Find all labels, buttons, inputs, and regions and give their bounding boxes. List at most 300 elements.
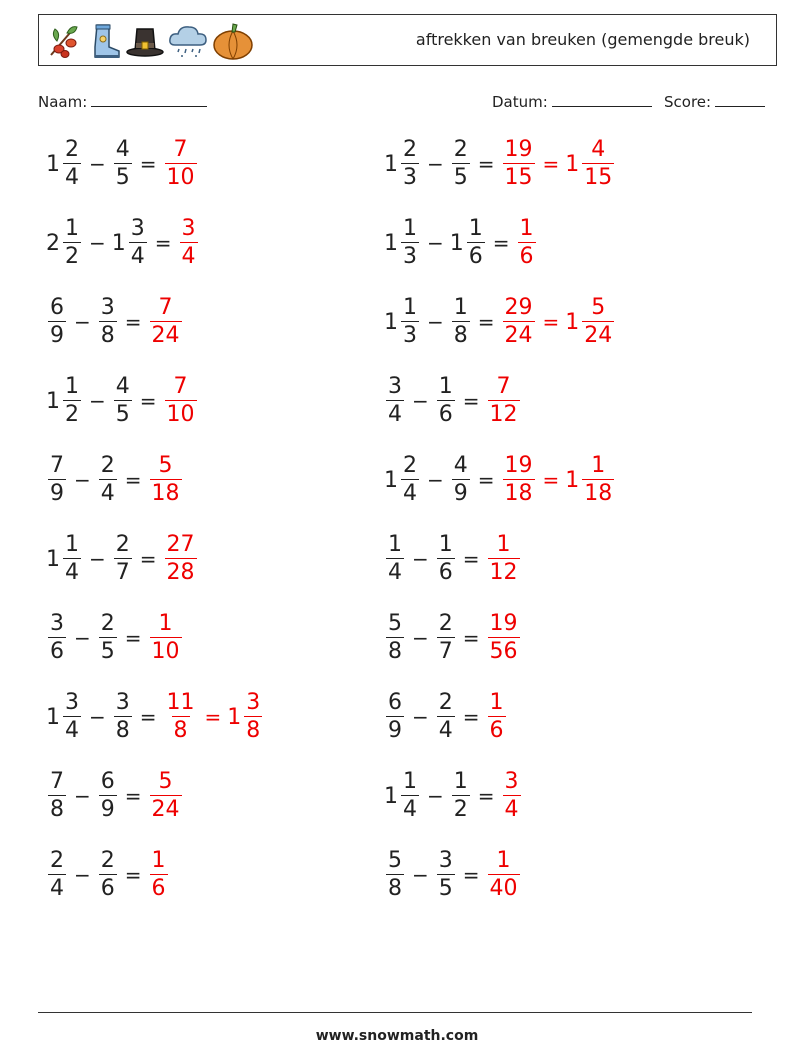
equals-sign: = bbox=[139, 152, 157, 176]
denominator: 24 bbox=[151, 797, 180, 822]
score-field bbox=[664, 92, 765, 111]
numerator: 3 bbox=[246, 690, 261, 715]
numerator: 3 bbox=[50, 611, 64, 636]
fraction bbox=[401, 218, 419, 268]
answer-fraction bbox=[488, 692, 506, 742]
whole-number: 1 bbox=[384, 230, 398, 256]
whole-number: 1 bbox=[565, 151, 580, 177]
fraction bbox=[63, 139, 81, 189]
answer bbox=[148, 771, 184, 821]
numerator: 7 bbox=[158, 295, 173, 320]
denominator: 4 bbox=[388, 560, 402, 585]
denominator: 4 bbox=[130, 244, 145, 269]
name-field bbox=[38, 92, 207, 111]
numerator: 5 bbox=[591, 295, 606, 320]
fraction bbox=[452, 455, 470, 505]
denominator: 4 bbox=[403, 481, 417, 506]
answer-fraction bbox=[503, 455, 535, 505]
fraction bbox=[437, 692, 455, 742]
numerator: 3 bbox=[100, 295, 115, 320]
fraction bbox=[48, 297, 66, 347]
numerator: 1 bbox=[453, 769, 468, 794]
answer-fraction bbox=[150, 455, 182, 505]
answer bbox=[486, 850, 522, 900]
numerator: 1 bbox=[438, 532, 453, 557]
minus-sign: − bbox=[74, 310, 91, 334]
answer bbox=[486, 692, 508, 742]
denominator: 9 bbox=[388, 718, 402, 743]
answer bbox=[486, 613, 522, 663]
minus-sign: − bbox=[74, 784, 91, 808]
numerator: 1 bbox=[158, 611, 173, 636]
minus-sign: − bbox=[427, 468, 444, 492]
denominator: 4 bbox=[100, 481, 115, 506]
denominator: 5 bbox=[438, 876, 453, 901]
denominator: 6 bbox=[438, 402, 453, 427]
numerator: 5 bbox=[388, 611, 402, 636]
answer bbox=[148, 297, 184, 347]
fraction bbox=[99, 613, 117, 663]
fraction bbox=[437, 613, 455, 663]
answer-mixed-number bbox=[227, 692, 264, 742]
subtrahend bbox=[450, 139, 472, 189]
answer-fraction bbox=[150, 850, 168, 900]
denominator: 9 bbox=[453, 481, 468, 506]
denominator: 8 bbox=[388, 639, 402, 664]
numerator: 7 bbox=[173, 374, 188, 399]
fraction bbox=[114, 534, 132, 584]
denominator: 28 bbox=[166, 560, 195, 585]
denominator: 7 bbox=[115, 560, 130, 585]
whole-number: 1 bbox=[46, 546, 60, 572]
fraction bbox=[582, 297, 614, 347]
numerator: 1 bbox=[453, 295, 468, 320]
denominator: 8 bbox=[173, 718, 188, 743]
whole-number: 1 bbox=[449, 230, 464, 256]
fraction bbox=[386, 376, 404, 426]
fraction bbox=[437, 534, 455, 584]
equals-sign: = bbox=[124, 468, 142, 492]
answer bbox=[163, 139, 199, 189]
answer-fraction bbox=[165, 376, 197, 426]
numerator: 6 bbox=[50, 295, 64, 320]
answer-fraction bbox=[488, 613, 520, 663]
equals-sign: = bbox=[542, 468, 560, 492]
numerator: 2 bbox=[50, 848, 64, 873]
fraction bbox=[114, 692, 132, 742]
denominator: 40 bbox=[489, 876, 518, 901]
problem-item bbox=[46, 448, 184, 512]
problem-item bbox=[46, 369, 199, 433]
answer-fraction bbox=[165, 139, 197, 189]
whole-number: 1 bbox=[46, 388, 60, 414]
denominator: 18 bbox=[584, 481, 613, 506]
equals-sign: = bbox=[124, 784, 142, 808]
numerator: 3 bbox=[438, 848, 453, 873]
denominator: 2 bbox=[65, 244, 79, 269]
answer bbox=[148, 613, 184, 663]
denominator: 24 bbox=[151, 323, 180, 348]
denominator: 6 bbox=[468, 244, 483, 269]
answer bbox=[486, 534, 522, 584]
equals-sign: = bbox=[124, 626, 142, 650]
fraction bbox=[452, 297, 470, 347]
denominator: 6 bbox=[50, 639, 64, 664]
minuend bbox=[384, 376, 406, 426]
minus-sign: − bbox=[74, 468, 91, 492]
numerator: 1 bbox=[65, 216, 79, 241]
equals-sign: = bbox=[139, 705, 157, 729]
equals-sign: = bbox=[124, 863, 142, 887]
numerator: 3 bbox=[65, 690, 79, 715]
footer-url: www.snowmath.com bbox=[315, 1028, 479, 1044]
subtrahend bbox=[112, 692, 134, 742]
numerator: 2 bbox=[65, 137, 79, 162]
whole-number: 1 bbox=[384, 783, 398, 809]
rosehip-branch-icon bbox=[45, 21, 85, 61]
numerator: 7 bbox=[50, 769, 64, 794]
subtrahend bbox=[97, 771, 119, 821]
numerator: 2 bbox=[403, 453, 417, 478]
numerator: 2 bbox=[403, 137, 417, 162]
fraction bbox=[401, 771, 419, 821]
denominator: 10 bbox=[151, 639, 180, 664]
minus-sign: − bbox=[412, 626, 429, 650]
minus-sign: − bbox=[412, 705, 429, 729]
denominator: 8 bbox=[246, 718, 261, 743]
answer-fraction bbox=[518, 218, 536, 268]
denominator: 8 bbox=[100, 323, 115, 348]
numerator: 4 bbox=[453, 453, 468, 478]
pilgrim-hat-icon bbox=[125, 21, 165, 61]
fraction bbox=[244, 692, 262, 742]
problem-item bbox=[46, 685, 264, 749]
equals-sign: = bbox=[462, 389, 480, 413]
fraction bbox=[63, 534, 81, 584]
problem-item bbox=[46, 843, 170, 907]
numerator: 1 bbox=[403, 295, 417, 320]
equals-sign: = bbox=[542, 152, 560, 176]
minuend bbox=[46, 218, 83, 268]
denominator: 4 bbox=[504, 797, 519, 822]
denominator: 4 bbox=[65, 165, 79, 190]
answer-mixed-number bbox=[565, 455, 616, 505]
whole-number: 1 bbox=[46, 704, 60, 730]
minuend bbox=[46, 376, 83, 426]
fraction bbox=[386, 692, 404, 742]
numerator: 1 bbox=[438, 374, 453, 399]
numerator: 2 bbox=[438, 611, 453, 636]
denominator: 5 bbox=[115, 165, 130, 190]
answer bbox=[501, 771, 523, 821]
answer-fraction bbox=[503, 297, 535, 347]
denominator: 4 bbox=[65, 718, 79, 743]
subtrahend bbox=[435, 613, 457, 663]
answer-mixed-number bbox=[565, 297, 616, 347]
fraction bbox=[437, 850, 455, 900]
numerator: 3 bbox=[181, 216, 196, 241]
numerator: 7 bbox=[496, 374, 511, 399]
fraction bbox=[99, 771, 117, 821]
denominator: 10 bbox=[166, 402, 195, 427]
problem-item bbox=[46, 764, 184, 828]
minuend bbox=[384, 139, 421, 189]
minus-sign: − bbox=[427, 310, 444, 334]
fraction bbox=[63, 692, 81, 742]
minus-sign: − bbox=[412, 547, 429, 571]
denominator: 3 bbox=[403, 323, 417, 348]
answer-fraction bbox=[150, 613, 182, 663]
problem-item bbox=[46, 290, 184, 354]
denominator: 2 bbox=[65, 402, 79, 427]
denominator: 24 bbox=[584, 323, 613, 348]
denominator: 6 bbox=[151, 876, 166, 901]
denominator: 8 bbox=[453, 323, 468, 348]
rain-cloud-icon bbox=[167, 21, 209, 61]
denominator: 4 bbox=[438, 718, 453, 743]
minus-sign: − bbox=[89, 152, 106, 176]
numerator: 7 bbox=[173, 137, 188, 162]
denominator: 9 bbox=[50, 481, 64, 506]
score-line bbox=[715, 92, 765, 107]
minuend bbox=[384, 692, 406, 742]
minuend bbox=[46, 455, 68, 505]
answer-fraction bbox=[165, 534, 197, 584]
problem-item bbox=[384, 764, 523, 828]
equals-sign: = bbox=[477, 152, 495, 176]
fraction bbox=[129, 218, 147, 268]
date-field bbox=[492, 92, 652, 111]
subtrahend bbox=[435, 534, 457, 584]
fraction bbox=[401, 297, 419, 347]
minuend bbox=[384, 534, 406, 584]
subtrahend bbox=[97, 850, 119, 900]
answer-fraction bbox=[488, 376, 520, 426]
minuend bbox=[46, 771, 68, 821]
problem-item bbox=[384, 369, 522, 433]
numerator: 2 bbox=[115, 532, 130, 557]
date-label: Datum: bbox=[492, 93, 548, 111]
whole-number: 1 bbox=[565, 467, 580, 493]
minuend bbox=[384, 455, 421, 505]
denominator: 9 bbox=[100, 797, 115, 822]
denominator: 24 bbox=[504, 323, 533, 348]
fraction bbox=[386, 613, 404, 663]
numerator: 4 bbox=[591, 137, 606, 162]
fraction bbox=[582, 455, 614, 505]
subtrahend bbox=[450, 771, 472, 821]
denominator: 2 bbox=[453, 797, 468, 822]
problem-item bbox=[384, 290, 616, 354]
subtrahend bbox=[112, 534, 134, 584]
denominator: 12 bbox=[489, 560, 518, 585]
denominator: 4 bbox=[403, 797, 417, 822]
numerator: 1 bbox=[489, 690, 504, 715]
denominator: 6 bbox=[438, 560, 453, 585]
answer-fraction bbox=[488, 534, 520, 584]
minuend bbox=[384, 297, 421, 347]
fraction bbox=[63, 376, 81, 426]
minuend bbox=[46, 534, 83, 584]
numerator: 1 bbox=[591, 453, 606, 478]
equals-sign: = bbox=[542, 310, 560, 334]
numerator: 6 bbox=[100, 769, 115, 794]
numerator: 19 bbox=[489, 611, 518, 636]
numerator: 1 bbox=[496, 532, 511, 557]
numerator: 19 bbox=[504, 453, 533, 478]
fraction bbox=[114, 376, 132, 426]
fraction bbox=[99, 455, 117, 505]
problem-item bbox=[384, 211, 538, 275]
minus-sign: − bbox=[427, 784, 444, 808]
minuend bbox=[384, 771, 421, 821]
denominator: 6 bbox=[489, 718, 504, 743]
fraction bbox=[99, 850, 117, 900]
fraction bbox=[452, 771, 470, 821]
subtrahend bbox=[97, 455, 119, 505]
denominator: 15 bbox=[584, 165, 613, 190]
answer-fraction bbox=[488, 850, 520, 900]
numerator: 1 bbox=[468, 216, 483, 241]
whole-number: 1 bbox=[384, 467, 398, 493]
problem-item bbox=[384, 527, 522, 591]
worksheet-title: aftrekken van breuken (gemengde breuk) bbox=[415, 30, 750, 49]
minuend bbox=[46, 613, 68, 663]
numerator: 1 bbox=[65, 374, 79, 399]
numerator: 3 bbox=[115, 690, 130, 715]
answer-fraction bbox=[180, 218, 198, 268]
numerator: 27 bbox=[166, 532, 195, 557]
denominator: 3 bbox=[403, 165, 417, 190]
date-line bbox=[552, 92, 652, 107]
numerator: 2 bbox=[453, 137, 468, 162]
subtrahend bbox=[450, 455, 472, 505]
subtrahend bbox=[112, 376, 134, 426]
fraction bbox=[386, 850, 404, 900]
answer bbox=[501, 297, 617, 347]
fraction bbox=[48, 771, 66, 821]
fraction bbox=[386, 534, 404, 584]
numerator: 6 bbox=[388, 690, 402, 715]
denominator: 3 bbox=[403, 244, 417, 269]
problem-item bbox=[46, 211, 200, 275]
numerator: 5 bbox=[158, 769, 173, 794]
numerator: 1 bbox=[519, 216, 534, 241]
fraction bbox=[114, 139, 132, 189]
answer bbox=[501, 139, 617, 189]
equals-sign: = bbox=[477, 310, 495, 334]
numerator: 2 bbox=[100, 848, 115, 873]
equals-sign: = bbox=[204, 705, 222, 729]
whole-number: 1 bbox=[227, 704, 242, 730]
minuend bbox=[384, 613, 406, 663]
denominator: 8 bbox=[50, 797, 64, 822]
problem-item bbox=[384, 448, 616, 512]
rain-boot-icon bbox=[87, 21, 123, 61]
whole-number: 1 bbox=[384, 309, 398, 335]
minuend bbox=[46, 692, 83, 742]
numerator: 11 bbox=[166, 690, 195, 715]
minus-sign: − bbox=[89, 231, 106, 255]
problem-item bbox=[384, 685, 508, 749]
whole-number: 2 bbox=[46, 230, 60, 256]
denominator: 8 bbox=[115, 718, 130, 743]
numerator: 4 bbox=[115, 137, 130, 162]
minus-sign: − bbox=[74, 626, 91, 650]
denominator: 5 bbox=[453, 165, 468, 190]
subtrahend bbox=[435, 376, 457, 426]
numerator: 2 bbox=[438, 690, 453, 715]
minuend bbox=[46, 850, 68, 900]
equals-sign: = bbox=[462, 863, 480, 887]
answer-fraction bbox=[150, 771, 182, 821]
denominator: 9 bbox=[50, 323, 64, 348]
numerator: 1 bbox=[65, 532, 79, 557]
subtrahend bbox=[97, 613, 119, 663]
numerator: 1 bbox=[388, 532, 402, 557]
score-label: Score: bbox=[664, 93, 712, 111]
problem-item bbox=[384, 606, 522, 670]
fraction bbox=[48, 455, 66, 505]
equals-sign: = bbox=[462, 547, 480, 571]
whole-number: 1 bbox=[46, 151, 60, 177]
worksheet-header bbox=[38, 14, 777, 66]
subtrahend bbox=[112, 218, 149, 268]
equals-sign: = bbox=[154, 231, 172, 255]
subtrahend bbox=[97, 297, 119, 347]
numerator: 3 bbox=[388, 374, 402, 399]
pumpkin-icon bbox=[211, 21, 255, 61]
denominator: 18 bbox=[504, 481, 533, 506]
minus-sign: − bbox=[89, 547, 106, 571]
numerator: 1 bbox=[403, 216, 417, 241]
subtrahend bbox=[450, 218, 487, 268]
numerator: 2 bbox=[100, 611, 115, 636]
numerator: 29 bbox=[504, 295, 533, 320]
numerator: 5 bbox=[388, 848, 402, 873]
numerator: 4 bbox=[115, 374, 130, 399]
minus-sign: − bbox=[412, 863, 429, 887]
answer bbox=[516, 218, 538, 268]
denominator: 10 bbox=[166, 165, 195, 190]
numerator: 1 bbox=[151, 848, 166, 873]
denominator: 4 bbox=[50, 876, 64, 901]
numerator: 1 bbox=[496, 848, 511, 873]
answer-fraction bbox=[503, 139, 535, 189]
numerator: 5 bbox=[158, 453, 173, 478]
answer-mixed-number bbox=[565, 139, 616, 189]
minus-sign: − bbox=[427, 152, 444, 176]
numerator: 1 bbox=[403, 769, 417, 794]
equals-sign: = bbox=[124, 310, 142, 334]
subtrahend bbox=[435, 850, 457, 900]
name-label: Naam: bbox=[38, 93, 88, 111]
minus-sign: − bbox=[427, 231, 444, 255]
equals-sign: = bbox=[462, 705, 480, 729]
answer bbox=[501, 455, 617, 505]
answer bbox=[486, 376, 522, 426]
subtrahend bbox=[112, 139, 134, 189]
fraction bbox=[401, 455, 419, 505]
denominator: 4 bbox=[65, 560, 79, 585]
denominator: 6 bbox=[519, 244, 534, 269]
denominator: 4 bbox=[388, 402, 402, 427]
equals-sign: = bbox=[477, 468, 495, 492]
denominator: 15 bbox=[504, 165, 533, 190]
problem-item bbox=[384, 843, 522, 907]
minuend bbox=[384, 218, 421, 268]
numerator: 7 bbox=[50, 453, 64, 478]
